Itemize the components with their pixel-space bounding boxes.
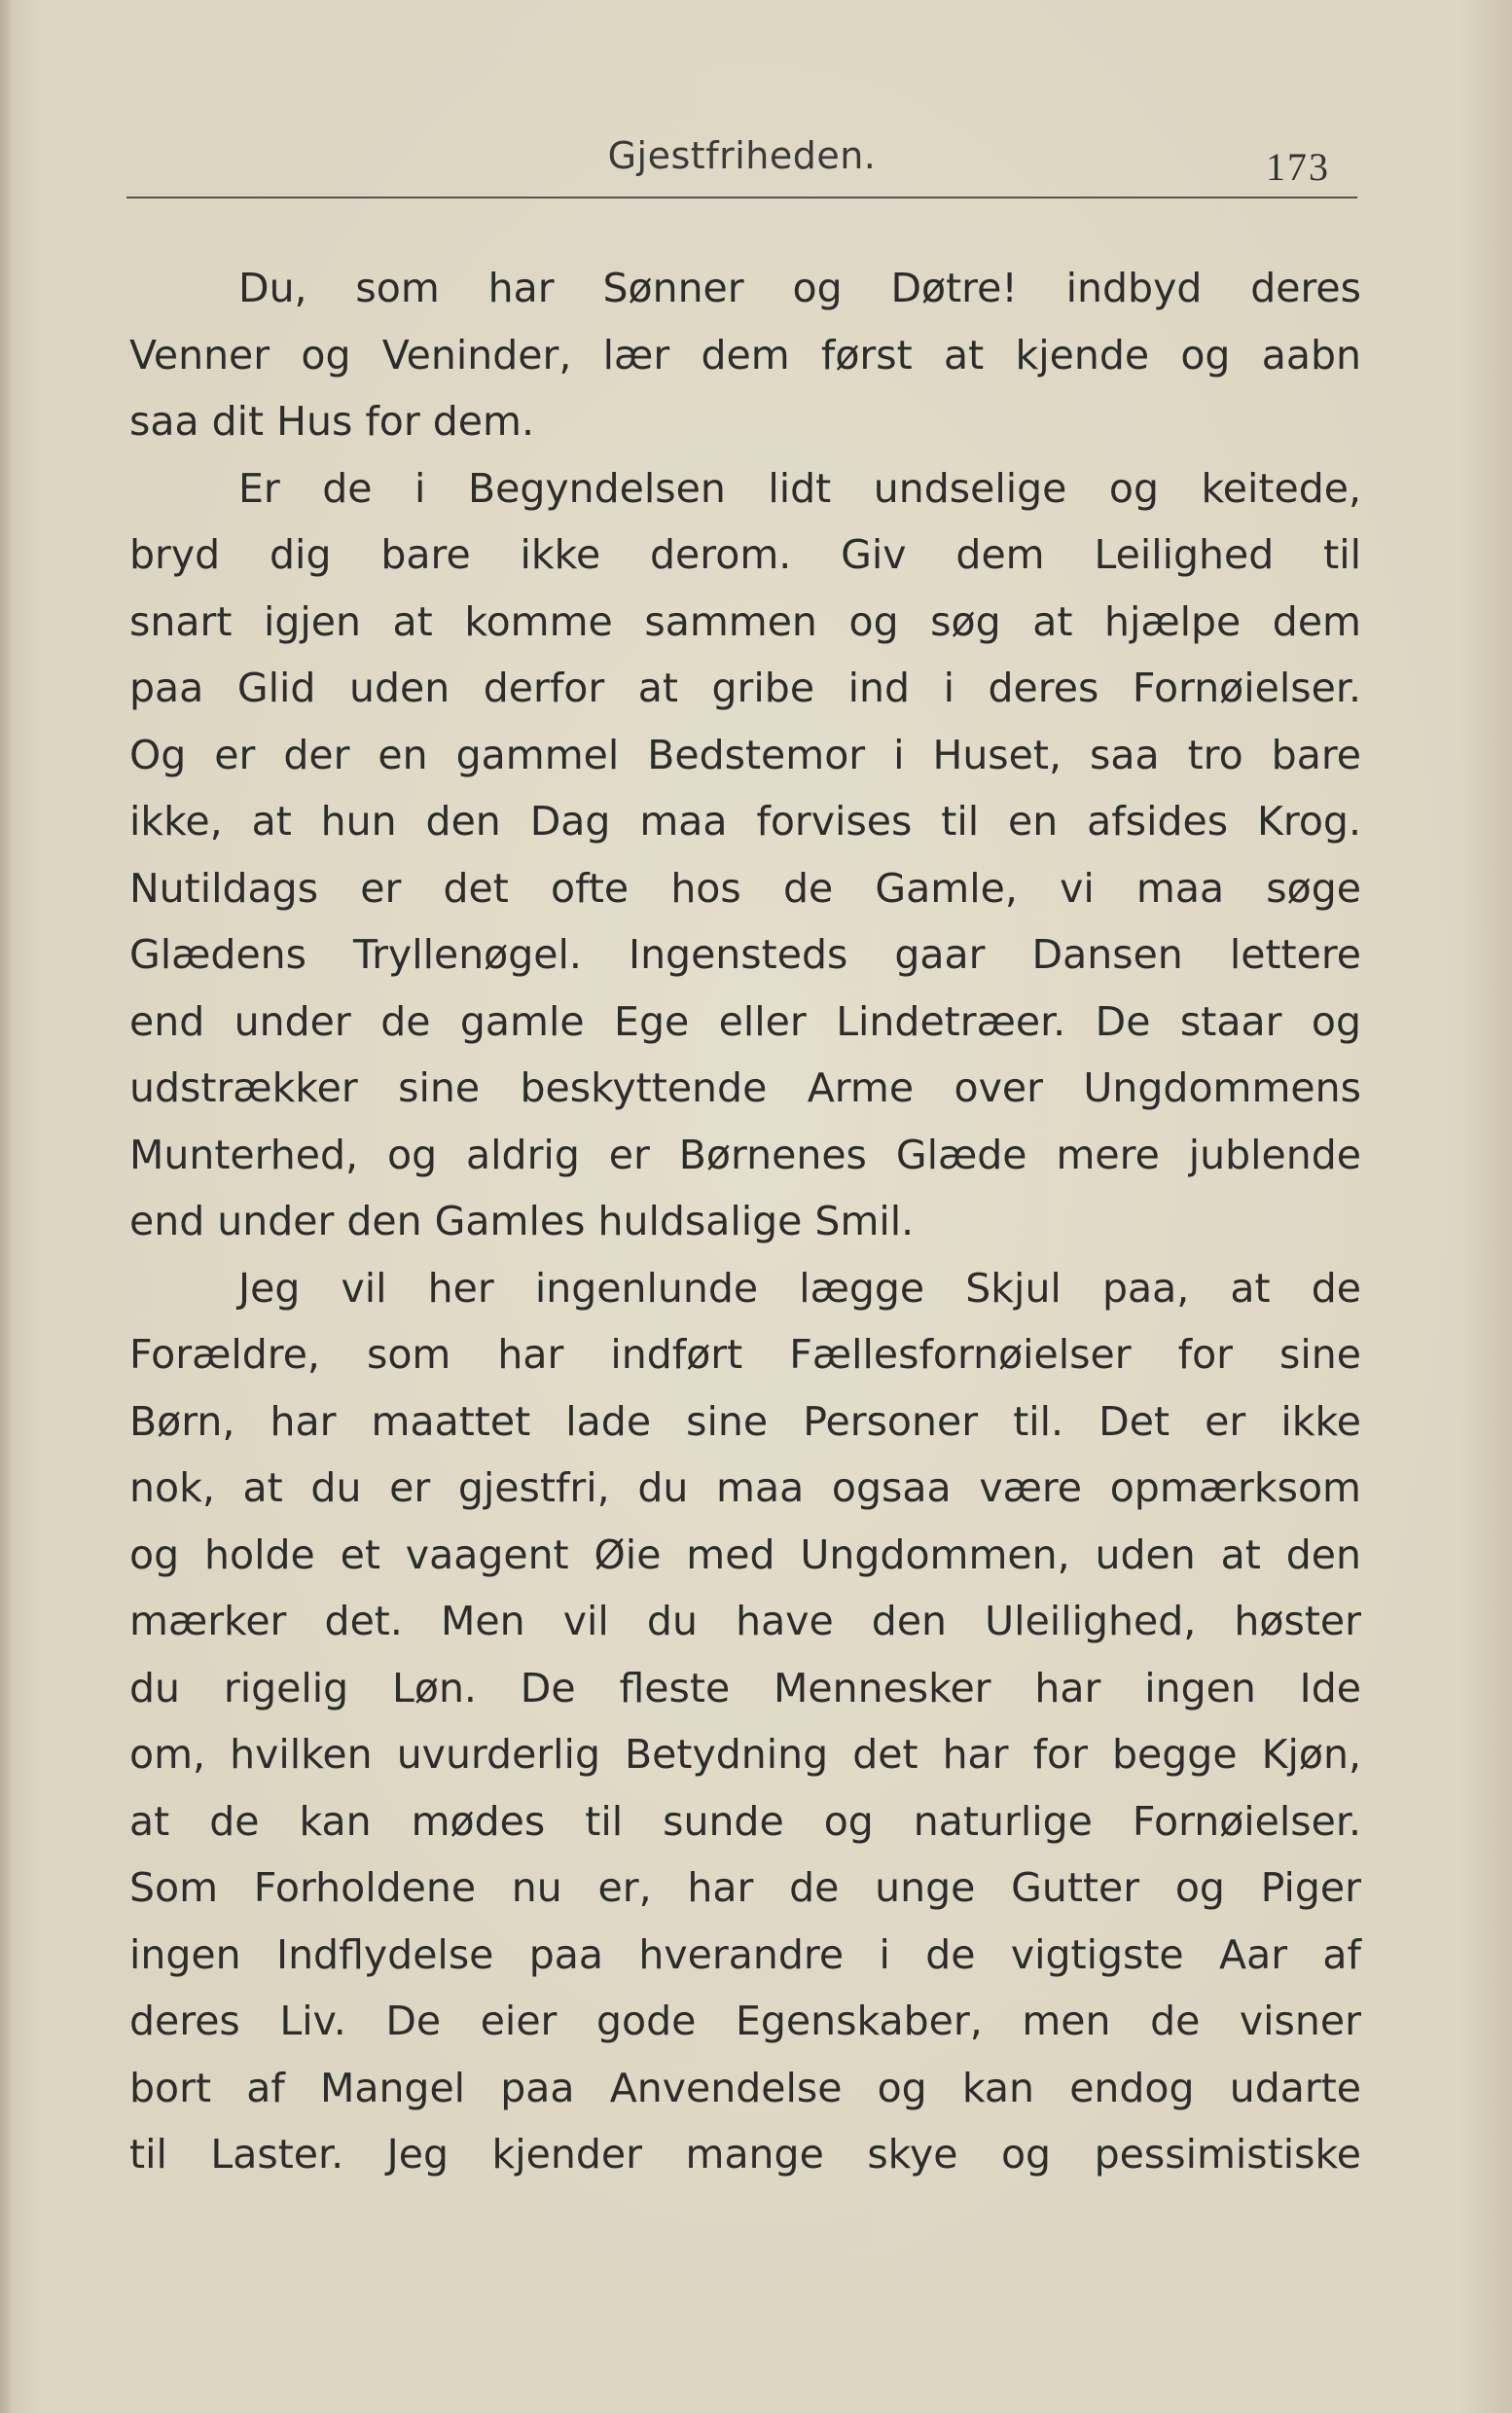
- text-line: om, hvilken uvurderlig Betydning det har for begge Kjøn,: [129, 1731, 1361, 1778]
- text-line: saa dit Hus for dem.: [129, 398, 535, 445]
- running-title: Gjestfriheden.: [607, 134, 877, 177]
- text-line: nok, at du er gjestfri, du maa ogsaa være opmærksom: [129, 1464, 1361, 1511]
- page-binding-shadow: [0, 0, 14, 2413]
- text-line: ingen Indflydelse paa hverandre i de vigtigste Aar af: [129, 1930, 1361, 1978]
- text-line: Venner og Veninder, lær dem først at kjende og aabn: [129, 331, 1361, 378]
- text-line: snart igjen at komme sammen og søg at hjælpe dem: [129, 597, 1361, 645]
- page-header: [126, 126, 1357, 195]
- text-line: udstrækker sine beskyttende Arme over Ungdommens: [129, 1064, 1361, 1111]
- text-line: end under den Gamles huldsalige Smil.: [129, 1198, 915, 1244]
- text-line: at de kan mødes til sunde og naturlige Fornøielser.: [129, 1797, 1361, 1845]
- text-line: Glædens Tryllenøgel. Ingensteds gaar Dansen lettere: [129, 931, 1361, 978]
- text-line: paa Glid uden derfor at gribe ind i deres Fornøielser.: [129, 665, 1361, 711]
- text-line: Munterhed, og aldrig er Børnenes Glæde mere jublende: [129, 1131, 1361, 1178]
- text-line: og holde et vaagent Øie med Ungdommen, uden at den: [129, 1531, 1361, 1578]
- text-line: til Laster. Jeg kjender mange skye og pessimistiske: [129, 2131, 1361, 2178]
- text-line: Jeg vil her ingenlunde lægge Skjul paa, at de: [238, 1264, 1361, 1312]
- text-line: Nutildags er det ofte hos de Gamle, vi maa søge: [129, 864, 1361, 912]
- page-number: 173: [1266, 145, 1330, 189]
- text-line: bryd dig bare ikke derom. Giv dem Leilighed til: [129, 531, 1361, 578]
- text-line: bort af Mangel paa Anvendelse og kan endog udarte: [129, 2064, 1361, 2111]
- text-line: mærker det. Men vil du have den Uleilighed, høster: [129, 1598, 1361, 1644]
- text-line: Børn, har maattet lade sine Personer til. Det er ikke: [129, 1397, 1361, 1445]
- text-line: Og er der en gammel Bedstemor i Huset, saa tro bare: [129, 731, 1361, 778]
- text-line: du rigelig Løn. De fleste Mennesker har ingen Ide: [129, 1664, 1361, 1711]
- text-line: ikke, at hun den Dag maa forvises til en afsides Krog.: [129, 798, 1361, 845]
- text-line: Forældre, som har indført Fællesfornøielser for sine: [129, 1331, 1361, 1378]
- text-line: deres Liv. De eier gode Egenskaber, men de visner: [129, 1998, 1361, 2044]
- text-line: Du, som har Sønner og Døtre! indbyd deres: [238, 265, 1361, 311]
- text-line: Som Forholdene nu er, har de unge Gutter og Piger: [129, 1864, 1361, 1911]
- text-line: Er de i Begyndelsen lidt undselige og keitede,: [238, 464, 1361, 512]
- body-text: [129, 255, 1361, 2188]
- header-rule: [126, 197, 1357, 198]
- text-line: end under de gamle Ege eller Lindetræer. De staar og: [129, 997, 1361, 1045]
